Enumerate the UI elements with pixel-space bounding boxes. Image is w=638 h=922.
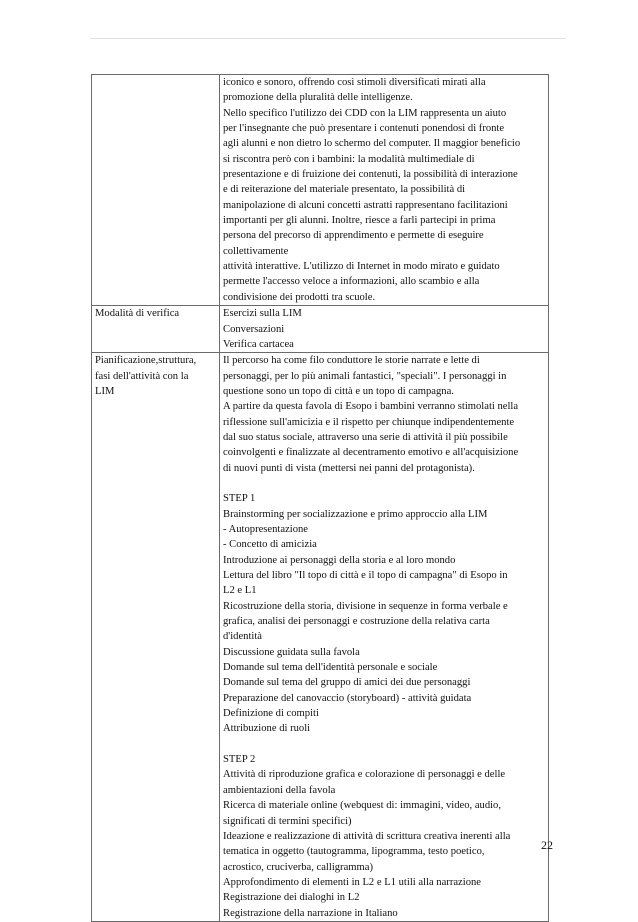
content-line: agli alunni e non dietro lo schermo del computer. Il maggior beneficio — [223, 138, 521, 150]
content-line: Attività di riproduzione grafica e colorazione di personaggi e delle — [223, 769, 506, 781]
content-line: Lettura del libro "Il topo di città e il topo di campagna" di Esopo in — [223, 570, 508, 581]
content-line: Domande sul tema del gruppo di amici dei due personaggi — [223, 677, 471, 689]
label-line: Pianificazione,struttura, — [95, 355, 197, 367]
content-line: acrostico, cruciverba, calligramma) — [223, 861, 373, 873]
row-label-cell — [92, 306, 220, 353]
content-line: Introduzione ai personaggi della storia e al loro mondo — [223, 554, 456, 566]
content-line: coinvolgenti e finalizzate al decentramento emotivo e all'acquisizione — [223, 447, 519, 459]
content-line: Registrazione della narrazione in Italiano — [223, 907, 398, 919]
content-line: permette l'accesso veloce a informazioni, allo scambio e alla — [223, 276, 480, 288]
content-line: presentazione e di fruizione dei contenuti, la possibilità di interazione — [223, 169, 518, 181]
content-line: Ricostruzione della storia, divisione in sequenze in forma verbale e — [223, 600, 508, 612]
table-row — [92, 353, 549, 922]
content-line: Registrazione dei dialoghi in L2 — [223, 892, 360, 904]
content-line: - Autopresentazione — [223, 523, 309, 535]
content-line: Nello specifico l'utilizzo dei CDD con la LIM rappresenta un aiuto — [223, 107, 507, 119]
content-line: Definizione di compiti — [223, 708, 319, 720]
label-line: LIM — [95, 385, 115, 397]
row-label-cell — [92, 353, 220, 922]
content-line: Ricerca di materiale online (webquest di: immagini, video, audio, — [223, 800, 502, 812]
content-line: manipolazione di alcuni concetti astratti rappresentano facilitazioni — [223, 199, 508, 211]
content-line: riflessione sull'amicizia e il rispetto per chiunque indipendentemente — [223, 416, 515, 428]
content-line: A partire da questa favola di Esopo i bambini verranno stimolati nella — [223, 401, 519, 413]
content-line: Domande sul tema dell'identità personale e sociale — [223, 662, 438, 674]
label-line: Modalità di verifica — [95, 308, 180, 320]
content-line: Conversazioni — [223, 323, 285, 335]
content-line: iconico e sonoro, offrendo così stimoli diversificati mirati alla — [223, 77, 486, 88]
content-line: Attribuzione di ruoli — [223, 723, 311, 735]
content-line: persona del precorso di apprendimento e permette di eseguire — [223, 230, 484, 242]
content-line: condivisione dei prodotti tra scuole. — [223, 291, 376, 303]
row-content-cell — [220, 306, 549, 353]
content-line: di nuovi punti di vista (mettersi nei panni del protagonista). — [223, 462, 475, 474]
content-line: personaggi, per lo più animali fantastici, "speciali". I personaggi in — [223, 370, 507, 382]
row-label-cell — [92, 75, 220, 306]
content-line: Verifica cartacea — [223, 338, 294, 350]
content-line: d'identità — [223, 631, 262, 643]
content-line: L2 e L1 — [223, 585, 257, 597]
content-line: Ideazione e realizzazione di attività di scrittura creativa inerenti alla — [223, 830, 511, 842]
content-line: STEP 1 — [223, 493, 256, 505]
page-number: 22 — [541, 838, 553, 852]
content-line: questione sono un topo di città e un topo di campagna. — [223, 385, 454, 397]
content-line: tematica in oggetto (tautogramma, lipogramma, testo poetico, — [223, 846, 485, 858]
content-line: ambientazioni della favola — [223, 784, 336, 796]
table-row — [92, 75, 549, 306]
table-row — [92, 306, 549, 353]
table-body — [92, 75, 549, 922]
content-line: Preparazione del canovaccio (storyboard) - attività guidata — [223, 692, 472, 704]
content-line: Il percorso ha come filo conduttore le storie narrate e lette di — [223, 355, 480, 367]
content-line: e di reiterazione del materiale presentato, la possibilità di — [223, 184, 466, 196]
content-line: promozione della pluralità delle intelligenze. — [223, 92, 413, 104]
content-line: STEP 2 — [223, 754, 256, 766]
content-line: Approfondimento di elementi in L2 e L1 utili alla narrazione — [223, 876, 481, 888]
content-line: grafica, analisi dei personaggi e costruzione della relativa carta — [223, 616, 490, 628]
label-line: fasi dell'attività con la — [95, 370, 189, 382]
content-line: significati di termini specifici) — [223, 815, 352, 827]
content-line: si riscontra però con i bambini: la modalità multimediale di — [223, 153, 475, 165]
row-content-cell — [220, 75, 549, 306]
content-line: Esercizi sulla LIM — [223, 308, 302, 320]
content-line: Brainstorming per socializzazione e primo approccio alla LIM — [223, 508, 488, 520]
content-line: - Concetto di amicizia — [223, 539, 317, 551]
content-line: Discussione guidata sulla favola — [223, 646, 360, 658]
header-rule — [90, 38, 566, 39]
content-line: collettivamente — [223, 245, 289, 257]
blank-line — [223, 737, 546, 752]
content-line: per l'insegnante che può presentare i contenuti ponendosi di fronte — [223, 123, 505, 135]
activity-table — [91, 74, 549, 922]
content-line: dal suo status sociale, attraverso una serie di attività il più possibile — [223, 431, 508, 443]
row-content-cell — [220, 353, 549, 922]
content-line: importanti per gli alunni. Inoltre, riesce a farli partecipi in prima — [223, 215, 496, 227]
content-line: attività interattive. L'utilizzo di Internet in modo mirato e guidato — [223, 261, 500, 273]
blank-line — [223, 476, 546, 491]
